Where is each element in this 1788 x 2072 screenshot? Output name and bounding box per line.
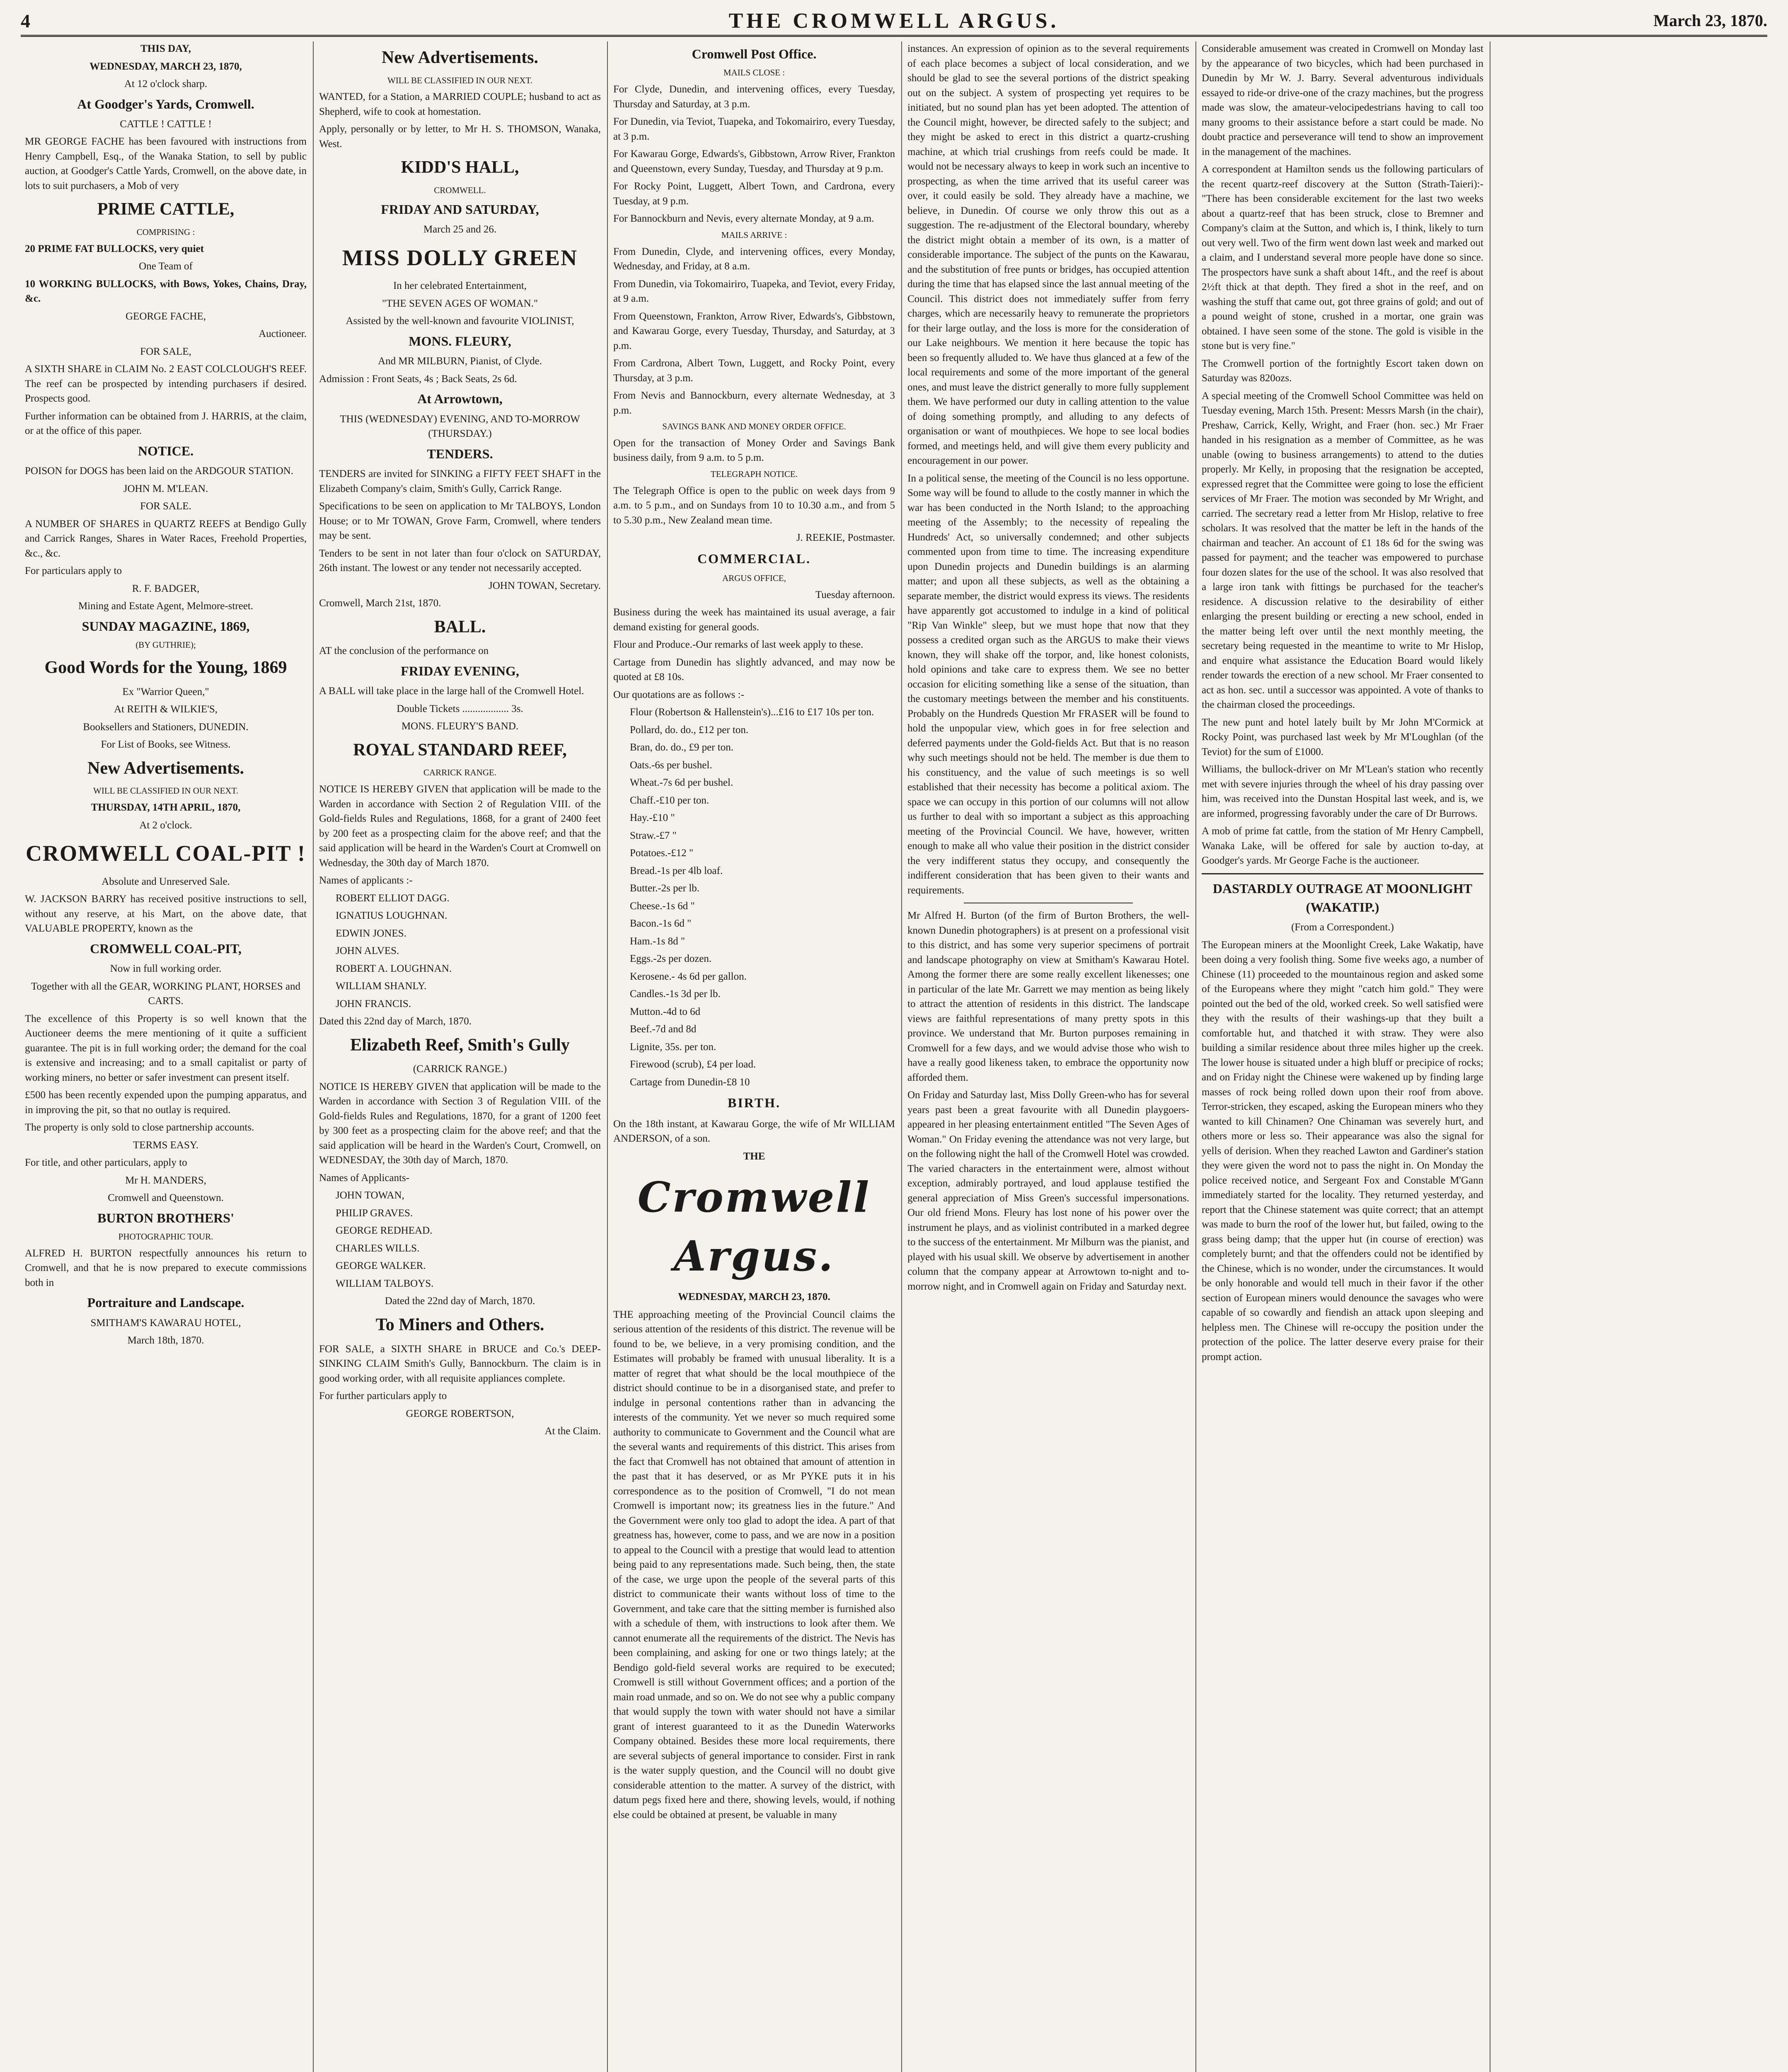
paragraph: Eggs.-2s per dozen. — [630, 953, 712, 965]
paragraph: For List of Books, see Witness. — [101, 739, 231, 750]
paragraph: Dated the 22nd day of March, 1870. — [385, 1295, 535, 1307]
paragraph: JOHN FRANCIS. — [336, 998, 411, 1009]
paragraph: Ex "Warrior Queen," — [122, 686, 209, 697]
paragraph: Apply, personally or by letter, to Mr H. S. THOMSON, Wanaka, West. — [319, 123, 601, 150]
headline: To Miners and Others. — [375, 1315, 544, 1334]
paragraph: SAVINGS BANK AND MONEY ORDER OFFICE. — [662, 421, 846, 432]
paragraph: Absolute and Unreserved Sale. — [102, 876, 230, 887]
headline: MONS. FLEURY, — [409, 333, 511, 349]
paragraph: Assisted by the well-known and favourite VIOLINIST, — [346, 315, 574, 327]
paragraph: Open for the transaction of Money Order and Savings Bank business daily, from 9 a.m. to 5 p.m. — [613, 437, 895, 464]
headline: Elizabeth Reef, Smith's Gully — [350, 1035, 570, 1055]
paragraph: At REITH & WILKIE'S, — [114, 704, 218, 715]
paragraph: Tenders to be sent in not later than four o'clock on SATURDAY, 26th instant. The lowest or any tender not necessarily accepted. — [319, 547, 601, 574]
headline: BIRTH. — [727, 1095, 781, 1111]
paragraph: The excellence of this Property is so well known that the Auctioneer deems the mere mentioning of it quite a sufficient guarantee. The pit is in full working order; the demand for the coal is extensive and increasing; and to a small capitalist or party of working miners, no better or safer investment can present itself. — [25, 1013, 307, 1083]
paragraph: From Queenstown, Frankton, Arrow River, Edwards's, Gibbstown, and Kawarau Gorge, every Tuesday, Thursday, and Saturday, at 3 p.m. — [613, 310, 895, 351]
paragraph: JOHN M. M'LEAN. — [123, 483, 208, 494]
paragraph: Wheat.-7s 6d per bushel. — [630, 777, 733, 789]
paragraph: Potatoes.-£12 " — [630, 847, 694, 859]
paragraph: For Dunedin, via Teviot, Tuapeka, and Tokomairiro, every Tuesday, at 3 p.m. — [613, 116, 895, 142]
paragraph: MAILS ARRIVE : — [721, 230, 787, 240]
headline: NOTICE. — [138, 443, 194, 458]
headline: New Advertisements. — [382, 48, 538, 67]
paragraph: At 2 o'clock. — [139, 819, 192, 831]
paragraph: At 12 o'clock sharp. — [124, 78, 208, 90]
paragraph: Kerosene.- 4s 6d per gallon. — [630, 971, 747, 982]
paragraph: instances. An expression of opinion as to the several requirements of each place becomes a subject of local consideration, and we should be glad to see the several portions of the district speaking out on the subject. A system of prospecting yet requires to be initiated, but no sound plan has yet been adopted. The attention of the Council might, however, be directed safely to the subject; and they might be asked to erect in this district a quartz-crushing machine, at which trial crushings from reefs could be made. It would not be necessary always to keep in work such an incentive to prospecting, as when the time arrived that its useful career was over, it could easily be sold. They already have a machine, we believe, in Dunedin. Of course we only throw this out as a suggestion. The re-adjustment of the Electoral boundary, whereby the district might obtain a member of its own, is a matter of considerable importance. The subject of the punts on the Kawarau, and the substitution of free punts or bridges, has occupied attention during the time that has elapsed since the last annual meeting of the Council. This district does not immediately suffer from ferry charges, which are necessarily heavy to remunerate the proprietors for their large outlay, and the loss is more for the consideration of our Lake neighbours. We mention it here because the topic has been so frequently alluded to. We have thus glanced at a few of the local requirements and some of the more important of the general ones, and must leave the district generally to more fully supplement them. We have performed our duty in calling attention to the value of doing something promptly, and alluding to any defects of organisation or want of mouthpieces. We hope to see local bodies formed, and meetings held, and will give them every publicity and encouragement in our power. — [907, 43, 1189, 466]
paragraph: MR GEORGE FACHE has been favoured with instructions from Henry Campbell, Esq., of the Wanaka Station, to sell by public auction, at Goodger's Cattle Yards, Cromwell, on the above date, in lots to suit purchasers, a Mob of very — [25, 136, 307, 191]
divider — [1202, 873, 1483, 874]
paragraph: £500 has been recently expended upon the pumping apparatus, and in improving the pit, so that no outlay is required. — [25, 1089, 307, 1116]
paragraph: WILLIAM TALBOYS. — [336, 1278, 434, 1289]
paragraph: From Nevis and Bannockburn, every alternate Wednesday, at 3 p.m. — [613, 390, 895, 416]
page-number: 4 — [21, 10, 30, 31]
paragraph: On the 18th instant, at Kawarau Gorge, the wife of Mr WILLIAM ANDERSON, of a son. — [613, 1118, 895, 1145]
paragraph: (BY GUTHRIE); — [135, 640, 196, 650]
paragraph: PHOTOGRAPHIC TOUR. — [118, 1232, 213, 1242]
headline: FRIDAY AND SATURDAY, — [381, 201, 539, 217]
paragraph: IGNATIUS LOUGHNAN. — [336, 910, 448, 922]
headline: MISS DOLLY GREEN — [342, 245, 578, 270]
headline: BALL. — [434, 617, 486, 637]
paragraph: SMITHAM'S KAWARAU HOTEL, — [90, 1317, 241, 1329]
paragraph: AT the conclusion of the performance on — [319, 645, 489, 657]
paragraph: JOHN TOWAN, — [336, 1190, 404, 1201]
paragraph: WILLIAM SHANLY. — [336, 980, 427, 992]
paragraph: Pollard, do. do., £12 per ton. — [630, 724, 749, 736]
paragraph: Our quotations are as follows :- — [613, 689, 744, 700]
paragraph: WANTED, for a Station, a MARRIED COUPLE; husband to act as Shepherd, wife to cook at homestation. — [319, 91, 601, 117]
paragraph: Mr H. MANDERS, — [125, 1174, 206, 1186]
paragraph: March 25 and 26. — [423, 224, 497, 235]
paragraph: TERMS EASY. — [133, 1139, 198, 1151]
paragraph: ROBERT A. LOUGHNAN. — [336, 963, 452, 974]
paragraph: JOHN TOWAN, Secretary. — [488, 580, 601, 591]
paragraph: Together with all the GEAR, WORKING PLANT, HORSES and CARTS. — [31, 980, 301, 1007]
paragraph: CROMWELL. — [434, 185, 486, 196]
paragraph: Business during the week has maintained its usual average, a fair demand existing for general goods. — [613, 607, 895, 633]
paragraph: Mutton.-4d to 6d — [630, 1006, 701, 1017]
headline: BURTON BROTHERS' — [97, 1210, 234, 1225]
paragraph: Bacon.-1s 6d " — [630, 918, 692, 929]
paragraph: EDWIN JONES. — [336, 927, 406, 939]
paragraph: On Friday and Saturday last, Miss Dolly Green-who has for several years past been a great favourite with all Dunedin playgoers-appeared in her pleasing entertainment entitled "The Seven Ages of Woman." On Friday evening the attendance was not very large, but on the following night the hall of the Cromwell Hotel was crowded. The varied characters in the entertainment were, almost without exception, admirably portrayed, and loud applause testified the general appreciation of Miss Green's successful impersonations. Our old friend Mons. Fleury has lost none of his power over the instrument he plays, and as violinist contributed in a marked degree to the success of the entertainment. Mr Milburn was the pianist, and played with his usual skill. We observe by advertisement in another column that the company appear at Arrowtown to-night and to-morrow night, and in Cromwell again on Friday and Saturday next. — [907, 1089, 1189, 1292]
paragraph: MAILS CLOSE : — [723, 68, 785, 78]
paragraph: FOR SALE. — [140, 501, 191, 512]
paragraph: For title, and other particulars, apply to — [25, 1157, 187, 1169]
paragraph: In her celebrated Entertainment, — [393, 280, 527, 292]
paragraph: The European miners at the Moonlight Creek, Lake Wakatip, have been doing a very foolish thing. Some five weeks ago, a number of Chinese (11) proceeded to the mountainous region and asked some of the Europeans where they might "catch him gold." They were pointed out the bed of the old, worked creek. So well satisfied were they with the results of their washings-up that they built a comfortable hut, and thatched it with straw. They were also building a similar residence about three miles higher up the creek. The lower house is situated under a high bluff or precipice of rocks; and on Friday night the Chinese were wakened up by finding large masses of rock being rolled down upon their roof from above. Terror-stricken, they escaped, asking the European miners who they wanted to kill Chinamen? One Chinaman was severely hurt, and others more or less so. Their appearance was also the signal for yells of derision. When they reached Lawton and Gardiner's station they were given the word not to pass the night in. On Monday the police received notice, and Sergeant Fox and Constable M'Gann immediately started for the locality. They returned yesterday, and report that the Chinese statement was quite correct; that an attempt was made to burn the roof of the lower hut, but failed, owing to the grass being damp; that the upper hut (in course of erection) was completely burnt; and that the offenders could not be identified by the Chinese, which is no wonder, under the circumstances. It would be only honorable and would tell much in their favor if the other section of European miners would denounce the savages who were capable of so cowardly and fiendish an attack upon sleeping and helpless men. The Chinese will re-occupy the position under the protection of the police. The latter deserve every praise for their prompt action. — [1202, 939, 1483, 1363]
column-rule — [1195, 41, 1196, 2072]
paragraph: CHARLES WILLS. — [336, 1242, 420, 1254]
paragraph: Flour and Produce.-Our remarks of last week apply to these. — [613, 639, 864, 651]
paragraph: Bran, do. do., £9 per ton. — [630, 742, 733, 753]
paragraph: JOHN ALVES. — [336, 945, 399, 957]
column-rule — [313, 41, 314, 2072]
paragraph: Candles.-1s 3d per lb. — [630, 988, 721, 1000]
paragraph: At the Claim. — [544, 1426, 601, 1437]
paragraph: Considerable amusement was created in Cromwell on Monday last by the appearance of two bicycles, which had been purchased in Dunedin by Mr W. J. Barry. Several adventurous individuals essayed to ride-or drive-one of the crazy machines, but the progress made was slow, the amateur-velocipedestrians having to call too many grooms to their assistance before a start could be made. No doubt practice and perseverance will tend to show an improvement in the management of the machines. — [1202, 43, 1483, 157]
paragraph: WEDNESDAY, MARCH 23, 1870, — [90, 61, 242, 72]
paragraph: Mr Alfred H. Burton (of the firm of Burton Brothers, the well-known Dunedin photographers) is at present on a professional visit to this district, and has some very superior specimens of portrait and landscape photography on view at Smitham's Kawarau Hotel. Among the former there are some really excellent likenesses; one in particular of the late Mr. Garrett we may mention as being likely to attract the attention of residents in this district. The landscape views are faithful representations of many pretty spots in this province. We understand that Mr. Burton purposes remaining in Cromwell for a few days, and we would advise those who wish to have a really good likeness taken, to embrace the opportunity now afforded them. — [907, 910, 1189, 1083]
paragraph: A BALL will take place in the large hall of the Cromwell Hotel. — [319, 685, 584, 697]
paragraph: The Cromwell portion of the fortnightly Escort taken down on Saturday was 820ozs. — [1202, 358, 1483, 384]
paragraph: The property is only sold to close partnership accounts. — [25, 1122, 254, 1133]
paragraph: For particulars apply to — [25, 565, 122, 577]
paragraph: In a political sense, the meeting of the Council is no less opportune. Some way will be found to allude to the costly manner in which the war has been conducted in the North Island; to the approaching meeting of the Assembly; to the necessity of repealing the Hundreds' Act, so universally condemned; and other subjects commented upon from time to time. The increasing expenditure upon Dunedin projects and Dunedin buildings is an alarming matter; and upon all these subjects, as well as the obtaining a separate member, the district would express its views. The residents have apparently got accustomed to indulge in a kind of political "Rip Van Winkle" sleep, but we must hope that now that they possess a credited organ such as the ARGUS to make their views known, they will shake off the torpor, and, like honest colonists, hold opinions and take care to express them. We see no better occasion for eliciting something like a sense of the situation, than the customary meetings between the member and his constituents. Probably on the Hundreds Question Mr FRASER will be found to hold the unpopular view, which goes in for free selection and deferred payments under the Gold-fields Act. But that is no reason why such meetings should not be held. The member is due them to his constituency, and the value of such meetings is so well established that their necessity has become a political axiom. The space we can occupy in this portion of our columns will not allow us further to deal with so important a subject as this approaching meeting of the Provincial Council. We have, however, written enough to make all who value their position in the district consider the very indifferent status they occupy, and consequently the indifferent consideration that has been given to their wants and requirements. — [907, 472, 1189, 896]
paragraph: The Telegraph Office is open to the public on week days from 9 a.m. to 5 p.m., and on Sundays from 10 to 10.30 a.m., and from 5 to 5.30 p.m., New Zealand mean time. — [613, 485, 895, 526]
paragraph: Beef.-7d and 8d — [630, 1024, 697, 1035]
headline: Cromwell Argus. — [637, 1173, 871, 1281]
headline: CROMWELL COAL-PIT, — [90, 941, 242, 956]
paragraph: Booksellers and Stationers, DUNEDIN. — [83, 721, 249, 733]
paragraph: 10 WORKING BULLOCKS, with Bows, Yokes, Chains, Dray, &c. — [25, 278, 307, 305]
paragraph: Auctioneer. — [259, 328, 307, 340]
paragraph: ALFRED H. BURTON respectfully announces his return to Cromwell, and that he is now prepared to execute commissions both in — [25, 1247, 307, 1288]
paragraph: Ham.-1s 8d " — [630, 935, 685, 947]
paragraph: Dated this 22nd day of March, 1870. — [319, 1016, 472, 1027]
paragraph: Further information can be obtained from J. HARRIS, at the claim, or at the office of this paper. — [25, 410, 307, 437]
paragraph: Butter.-2s per lb. — [630, 883, 700, 894]
paragraph: GEORGE WALKER. — [336, 1260, 426, 1272]
paragraph: Names of applicants :- — [319, 875, 413, 886]
headline: ROYAL STANDARD REEF, — [353, 740, 567, 760]
paragraph: Cromwell and Queenstown. — [108, 1192, 224, 1204]
paragraph: (From a Correspondent.) — [1291, 922, 1394, 933]
paragraph: (CARRICK RANGE.) — [413, 1063, 507, 1075]
paragraph: TELEGRAPH NOTICE. — [711, 469, 798, 479]
paragraph: NOTICE IS HEREBY GIVEN that application will be made to the Warden in accordance with Section 2 of Regulation VIII. of the Gold-fields Rules and Regulations, 1868, for a grant of 2400 feet by 200 feet as a prospecting claim for the above reef; and that the said application will be heard in the Warden's Court at Cromwell on Wednesday, the 30th day of March 1870. — [319, 784, 601, 869]
paragraph: And MR MILBURN, Pianist, of Clyde. — [378, 356, 542, 367]
column-4-editorial — [907, 41, 1189, 2072]
paragraph: GEORGE FACHE, — [126, 310, 206, 322]
column-1-advertisements — [25, 41, 307, 2072]
paragraph: Now in full working order. — [110, 963, 222, 975]
paragraph: THE — [743, 1150, 765, 1162]
paragraph: The new punt and hotel lately built by Mr John M'Cormick at Rocky Point, was purchased last week by Mr M'Loughlan (of the Teviot) for the sum of £1000. — [1202, 716, 1483, 758]
paragraph: WILL BE CLASSIFIED IN OUR NEXT. — [93, 786, 238, 796]
paragraph: WEDNESDAY, MARCH 23, 1870. — [678, 1291, 830, 1303]
paragraph: Double Tickets .................. 3s. — [397, 703, 523, 714]
headline: FRIDAY EVENING, — [401, 663, 519, 678]
column-2-advertisements — [319, 41, 601, 2072]
paragraph: CARRICK RANGE. — [423, 767, 497, 778]
paragraph: From Dunedin, Clyde, and intervening offices, every Monday, Wednesday, and Friday, at 8 a.m. — [613, 246, 895, 272]
column-rule — [901, 41, 902, 2072]
paragraph: J. REEKIE, Postmaster. — [796, 532, 895, 544]
paragraph: Mining and Estate Agent, Melmore-street. — [78, 600, 254, 612]
paragraph: Cheese.-1s 6d " — [630, 900, 695, 912]
paragraph: FOR SALE, a SIXTH SHARE in BRUCE and Co.'s DEEP-SINKING CLAIM Smith's Gully, Bannockburn. The claim is in good working order, with all requisite appliances complete. — [319, 1343, 601, 1384]
headline: COMMERCIAL. — [697, 551, 811, 566]
paragraph: From Dunedin, via Tokomairiro, Tuapeka, and Teviot, every Friday, at 9 a.m. — [613, 278, 895, 305]
headline: TENDERS. — [427, 446, 493, 461]
column-3-notices-commercial — [613, 41, 895, 2072]
paragraph: THIS (WEDNESDAY) EVENING, AND TO-MORROW (THURSDAY.) — [340, 413, 580, 440]
paragraph: WILL BE CLASSIFIED IN OUR NEXT. — [387, 75, 532, 85]
headline: At Goodger's Yards, Cromwell. — [77, 96, 254, 111]
headline: PRIME CATTLE, — [97, 200, 235, 219]
headline: At Arrowtown, — [417, 391, 503, 407]
paragraph: A SIXTH SHARE in CLAIM No. 2 EAST COLCLOUGH'S REEF. The reef can be prospected by intending purchasers if desired. Prospects good. — [25, 363, 307, 404]
issue-date: March 23, 1870. — [1653, 11, 1767, 30]
paragraph: A special meeting of the Cromwell School Committee was held on Tuesday evening, March 15th. Present: Messrs Marsh (in the chair), Preshaw, Carrick, Kelly, Wright, and Fraer (hon. sec.) Mr Fraer handed in his resignation as a member of Committee, as he was unable (owing to business arrangements) to attend to the duties properly. Mr Kelly, in proposing that the resignation be accepted, expressed regret that the Committee were going to lose the efficient services of Mr Fraer. The motion was seconded by Mr Wright, and carried. The secretary read a letter from Mr Hislop, relative to free scholars. It was resolved that the matter be left in the hands of the chairman and teacher. An account of £1 18s 6d for the swing was passed for payment; and the teacher was empowered to purchase four dozen slates for the use of the school. It was also resolved that a large iron tank with fittings be purchased for the teacher's residence. A discussion relative to the desirability of either enlarging the present building or erecting a new school, ended in the matter being left over until the next monthly meeting, the secretary being requested in the meantime to write to Mr Hislop, and enquire what assistance the Education Board would likely render towards the erection of a new school. Mr Fraer consented to act as hon. sec. until a successor was appointed. A vote of thanks to the chairman closed the proceedings. — [1202, 390, 1483, 710]
headline: New Advertisements. — [87, 758, 244, 778]
paragraph: Tuesday afternoon. — [815, 589, 895, 600]
paragraph: For Bannockburn and Nevis, every alternate Monday, at 9 a.m. — [613, 213, 874, 225]
paragraph: For further particulars apply to — [319, 1390, 447, 1402]
paragraph: Lignite, 35s. per ton. — [630, 1041, 716, 1053]
paragraph: Specifications to be seen on application to Mr TALBOYS, London House; or to Mr TOWAN, Grove Farm, Cromwell, where tenders may be sent. — [319, 501, 601, 542]
paragraph: NOTICE IS HEREBY GIVEN that application will be made to the Warden in accordance with Section 3 of Regulation VIII. of the Gold-fields Rules and Regulations, 1870, for a grant of 1200 feet by 300 feet as a prospecting claim for the above reef; and that the said application will be heard in the Warden's Court, Cromwell, on WEDNESDAY, the 30th day of March, 1870. — [319, 1081, 601, 1166]
paragraph: A NUMBER OF SHARES in QUARTZ REEFS at Bendigo Gully and Carrick Ranges, Shares in Water Races, Freehold Properties, &c., &c. — [25, 518, 307, 559]
paragraph: From Cardrona, Albert Town, Luggett, and Rocky Point, every Thursday, at 3 p.m. — [613, 358, 895, 384]
paragraph: Cartage from Dunedin-£8 10 — [630, 1076, 750, 1088]
headline: Cromwell Post Office. — [692, 46, 817, 61]
paragraph: Oats.-6s per bushel. — [630, 759, 712, 771]
paragraph: Chaff.-£10 per ton. — [630, 794, 709, 806]
paragraph: THURSDAY, 14TH APRIL, 1870, — [91, 802, 241, 813]
paragraph: 20 PRIME FAT BULLOCKS, very quiet — [25, 243, 204, 254]
masthead — [21, 6, 1767, 37]
paragraph: PHILIP GRAVES. — [336, 1207, 413, 1219]
paragraph: A correspondent at Hamilton sends us the following particulars of the recent quartz-reef discovery at the Sutton (Strath-Taieri):-"There has been considerable excitement for the last two weeks about a quartz-reef that has been struck, close to Bremner and Company's claim at the Sutton, and which is, I think, likely to turn out very well. Two of the firm went down last week and marked out a claim, and I understand several more people have done so since. The prospectors have sunk a shaft about 14ft., and the reef is about 2½ft thick at that depth. They fired a shot in the reef, and on washing the stuff that came out, got three grains of gold; and out of a pound weight of stone, crushed in a mortar, one grain was obtained. I have seen some of the stone. The gold is visible in the stone but is very fine." — [1202, 164, 1483, 351]
column-rule — [607, 41, 608, 2072]
paragraph: Cartage from Dunedin has slightly advanced, and may now be quoted at £8 10s. — [613, 656, 895, 683]
headline: CROMWELL COAL-PIT ! — [25, 841, 306, 866]
paragraph: COMPRISING : — [136, 227, 195, 237]
headline: DASTARDLY OUTRAGE AT MOONLIGHT (WAKATIP.) — [1212, 881, 1473, 915]
column-5-local-news — [1202, 41, 1483, 2072]
paragraph: Straw.-£7 " — [630, 830, 677, 841]
paragraph: CATTLE ! CATTLE ! — [120, 118, 212, 130]
paragraph: POISON for DOGS has been laid on the ARDGOUR STATION. — [25, 465, 293, 477]
paragraph: March 18th, 1870. — [127, 1335, 204, 1346]
paragraph: "THE SEVEN AGES OF WOMAN." — [382, 298, 538, 309]
paragraph: MONS. FLEURY'S BAND. — [401, 721, 519, 732]
paragraph: Cromwell, March 21st, 1870. — [319, 598, 441, 609]
paragraph: GEORGE REDHEAD. — [336, 1225, 433, 1237]
paragraph: R. F. BADGER, — [132, 583, 200, 594]
paragraph: Flour (Robertson & Hallenstein's)...£16 to £17 10s per ton. — [630, 707, 874, 718]
paragraph: W. JACKSON BARRY has received positive instructions to sell, without any reserve, at his Mart, on the above date, that VALUABLE PROPERTY, known as the — [25, 893, 307, 934]
paragraph: ARGUS OFFICE, — [722, 573, 786, 583]
paragraph: Firewood (scrub), £4 per load. — [630, 1059, 756, 1070]
paragraph: THE approaching meeting of the Provincial Council claims the serious attention of the residents of this district. The revenue will be found to be, we believe, in a very promising condition, and the Estimates will probably be framed with unusual liberality. It is a matter of regret that what should be the local mouthpiece of the district should continue to be in a disorganised state, and prefer to indulge in personal contentions rather than in advancing the interests of the community. Yet we never so much required some authority to communicate to Government and the Council what are the several wants and requirements of this district. This arises from the fact that Cromwell has not obtained that amount of attention in the past that it has deserved, or as Mr PYKE puts it in his correspondence as to the position of Cromwell, "I do not mean Cromwell is important now; its greatness lies in the future." And the Government were only too glad to adopt the idea. A part of that greatness has, however, come to pass, and we are now in a position to appeal to the Council with a prestige that would lead to attention being paid to any representations made. Such being, then, the state of the case, we urge upon the people of the several parts of this district to communicate their wants without loss of time to the Government, and take care that the sitting member is furnished also with a schedule of them, with instructions to look after them. We cannot enumerate all the requirements of the district. The Nevis has been complaining, and asking for one or two things lately; at the Bendigo gold-field several works are required to be executed; Cromwell is still without Government offices; and a portion of the main road unmade, and so on. We do not see why a public company that would supply the town with water should not have a similar grant of interest guaranteed to it as the Dunedin Waterworks Company obtained. Besides these more local requirements, there are several subjects of general importance to consider. First in rank is the water supply question, and the Council will no doubt give considerable attention to the matter. A survey of the district, with datum pegs fixed here and there, showing levels, would, if nothing else could be obtained at present, be valuable in many — [613, 1309, 895, 1820]
paragraph: FOR SALE, — [140, 346, 191, 357]
headline: SUNDAY MAGAZINE, 1869, — [82, 618, 250, 634]
paragraph: Admission : Front Seats, 4s ; Back Seats, 2s 6d. — [319, 373, 517, 385]
paragraph: Names of Applicants- — [319, 1172, 410, 1184]
paragraph: For Clyde, Dunedin, and intervening offices, every Tuesday, Thursday and Saturday, at 3 p.m. — [613, 84, 895, 110]
paragraph: Williams, the bullock-driver on Mr M'Lean's station who recently met with severe injuries through the wheel of his dray passing over him, was received into the Dunstan Hospital last week, and is, we are informed, progressing favorably under the care of Dr Burrows. — [1202, 764, 1483, 819]
paragraph: A mob of prime fat cattle, from the station of Mr Henry Campbell, Wanaka Lake, will be offered for sale by auction to-day, at Goodger's yards. Mr George Fache is the auctioneer. — [1202, 825, 1483, 866]
headline: KIDD'S HALL, — [401, 158, 519, 177]
paragraph: Bread.-1s per 4lb loaf. — [630, 865, 723, 876]
paragraph: For Kawarau Gorge, Edwards's, Gibbstown, Arrow River, Frankton and Queenstown, every Sunday, Tuesday, and Thursday at 9 p.m. — [613, 148, 895, 174]
headline: Good Words for the Young, 1869 — [44, 658, 287, 678]
paragraph: For Rocky Point, Luggett, Albert Town, and Cardrona, every Tuesday, at 9 p.m. — [613, 181, 895, 207]
paragraph: GEORGE ROBERTSON, — [406, 1408, 514, 1419]
headline: Portraiture and Landscape. — [87, 1295, 244, 1310]
paragraph: ROBERT ELLIOT DAGG. — [336, 892, 450, 904]
paragraph: THIS DAY, — [140, 43, 191, 54]
paragraph: One Team of — [139, 261, 193, 272]
paragraph: Hay.-£10 " — [630, 812, 675, 824]
paragraph: TENDERS are invited for SINKING a FIFTY FEET SHAFT in the Elizabeth Company's claim, Smith's Gully, Carrick Range. — [319, 468, 601, 494]
newspaper-title: THE CROMWELL ARGUS. — [728, 9, 1060, 33]
